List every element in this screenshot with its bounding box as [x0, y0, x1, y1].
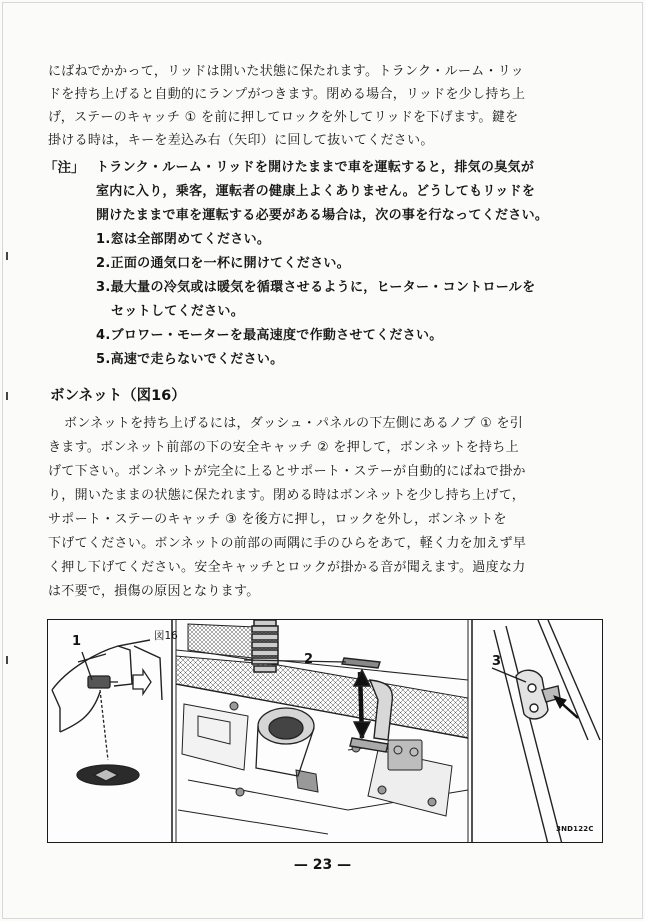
- note-item: 5.高速で走らないでください。: [96, 352, 284, 367]
- section-line: サポート・ステーのキャッチ ③ を後方に押し，ロックを外し，ボンネットを: [48, 512, 507, 527]
- figure-16: [47, 619, 603, 843]
- section-line: り，開いたままの状態に保たれます。閉める時はボンネットを少し持ち上げて，: [48, 488, 526, 503]
- figure-code: 3ND122C: [556, 825, 594, 833]
- intro-line: ドを持ち上げると自動的にランプがつきます。閉める場合，リッドを少し持ち上: [48, 87, 526, 102]
- note-item: 4.ブロワー・モーターを最高速度で作動させてください。: [96, 328, 443, 343]
- callout-1: 1: [72, 634, 82, 649]
- knob-detail: [77, 765, 139, 785]
- note-line: トランク・ルーム・リッドを開けたままで車を運転すると，排気の臭気が: [96, 160, 535, 175]
- intro-line: 掛ける時は，キーを差込み右（矢印）に回して抜いてください。: [48, 133, 434, 148]
- bonnet-knob: [88, 670, 151, 694]
- air-intake: [256, 708, 314, 776]
- note-item: 1.窓は全部閉めてください。: [96, 232, 271, 247]
- page-number: — 23 —: [293, 857, 352, 873]
- knob-leader-line: [82, 652, 108, 760]
- section-line: ボンネットを持ち上げるには，ダッシュ・パネルの下左側にあるノブ ① を引: [64, 416, 524, 431]
- hood-spring: [252, 620, 278, 672]
- note-mark: 「注」: [44, 160, 85, 176]
- margin-mark: [6, 252, 8, 260]
- note-item-continued: セットしてください。: [111, 304, 245, 319]
- intro-line: げ，ステーのキャッチ ① を前に押してロックを外してリッドを下げます。鍵を: [48, 110, 519, 125]
- note-line: 開けたままで車を運転する必要がある場合は，次の事を行なってください。: [96, 208, 549, 223]
- figure-illustration: [48, 620, 603, 843]
- section-line: げて下さい。ボンネットが完全に上るとサポート・ステーが自動的にばねで掛か: [48, 464, 526, 479]
- section-line: く押し下げてください。安全キャッチとロックが掛かる音が聞えます。過度な力: [48, 560, 526, 575]
- intro-line: にばねでかかって，リッドは開いた状態に保たれます。トランク・ルーム・リッ: [48, 64, 524, 79]
- note-item: 3.最大量の冷気或は暖気を循環させるように，ヒーター・コントロールを: [96, 280, 536, 295]
- note-line: 室内に入り，乗客，運転者の健康上よくありません。どうしてもリッドを: [96, 184, 536, 199]
- section-heading: ボンネット（図16）: [50, 388, 186, 404]
- stay-catch-detail: [492, 620, 600, 843]
- figure-title: 図16: [154, 630, 178, 642]
- callout-2: 2: [304, 652, 314, 667]
- section-line: 下げてください。ボンネットの前部の両隅に手のひらをあて，軽く力を加えず早: [48, 536, 527, 551]
- section-line: は不要で，損傷の原因となります。: [48, 584, 260, 599]
- callout-3: 3: [492, 654, 502, 669]
- section-line: きます。ボンネット前部の下の安全キャッチ ② を押して，ボンネットを持ち上: [48, 440, 519, 455]
- margin-mark: [6, 656, 8, 664]
- margin-mark: [6, 392, 8, 400]
- engine-bay: [176, 620, 468, 843]
- note-item: 2.正面の通気口を一杯に開けてください。: [96, 256, 350, 271]
